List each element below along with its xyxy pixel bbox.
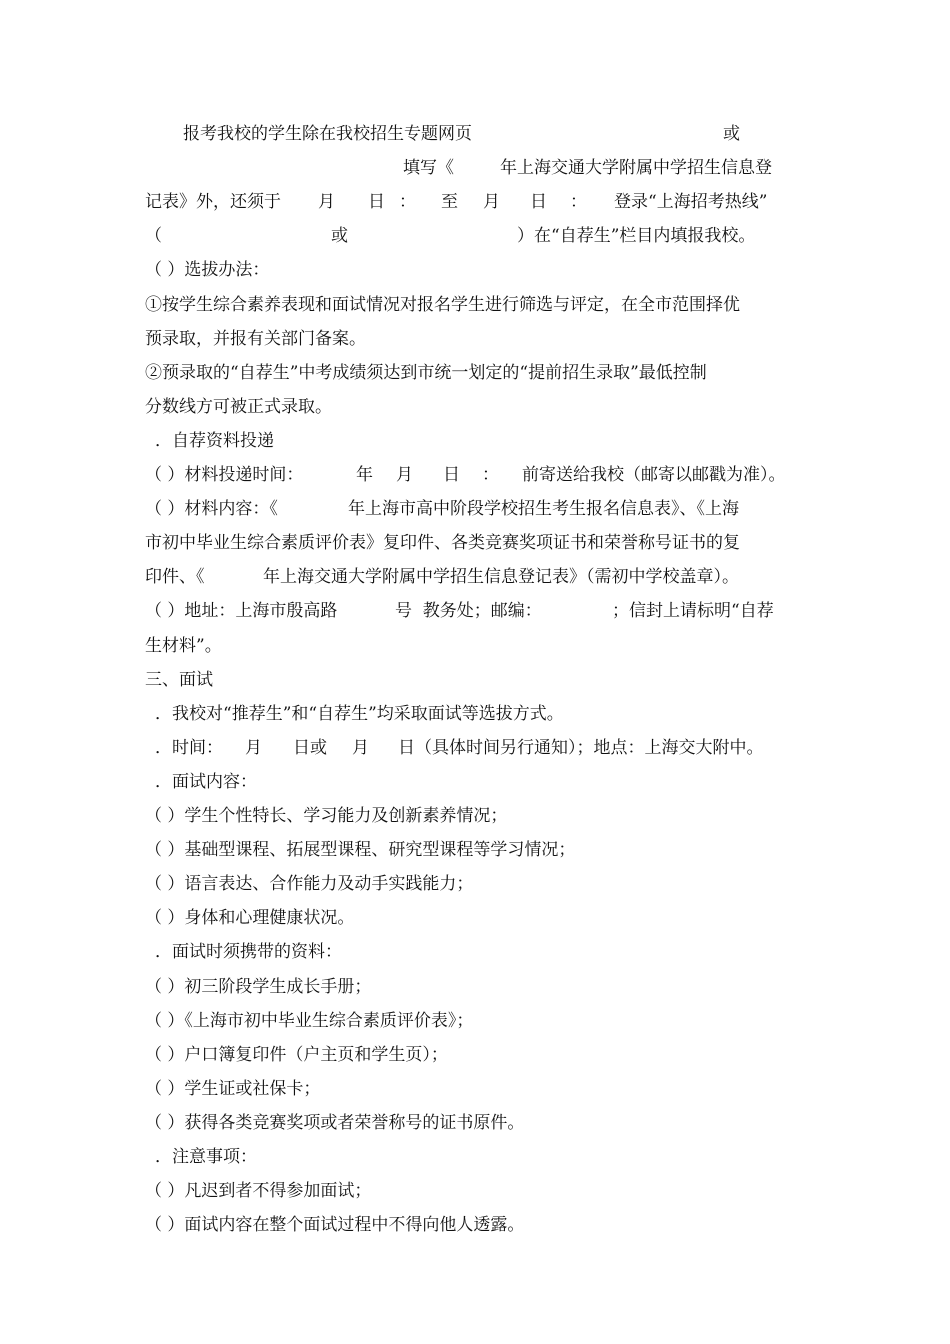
text-segment: （ bbox=[145, 226, 162, 247]
text-line bbox=[0, 356, 950, 390]
text-segment: 年 bbox=[356, 465, 373, 485]
text-segment: ．我校对“推荐生”和“自荐生”均采取面试等选拔方式。 bbox=[155, 703, 564, 724]
text-segment: （ ）基础型课程、拓展型课程、研究型课程等学习情况； bbox=[145, 840, 576, 861]
text-line bbox=[0, 1208, 950, 1242]
text-segment: （ ）地址：上海市殷高路 bbox=[145, 601, 338, 622]
text-line bbox=[0, 867, 950, 901]
text-line bbox=[0, 492, 950, 526]
text-segment: （ ）凡迟到者不得参加面试； bbox=[145, 1181, 372, 1202]
text-line bbox=[0, 765, 950, 799]
text-segment: （ ）初三阶段学生成长手册； bbox=[145, 976, 372, 997]
text-segment: 日 bbox=[443, 465, 460, 485]
text-segment: 月 bbox=[245, 737, 262, 758]
text-line bbox=[0, 697, 950, 731]
text-line bbox=[0, 526, 950, 560]
text-line bbox=[0, 594, 950, 628]
text-segment: （ ）材料内容：《 bbox=[145, 499, 278, 520]
text-segment: 生材料”。 bbox=[145, 635, 222, 656]
text-segment: （ ）身体和心理健康状况。 bbox=[145, 908, 355, 929]
text-line bbox=[0, 185, 950, 219]
text-segment: 填写《 bbox=[403, 158, 454, 179]
text-line bbox=[0, 799, 950, 833]
text-segment: 前寄送给我校（邮寄以邮戳为准）。 bbox=[522, 465, 786, 485]
text-segment: ．时间： bbox=[155, 737, 223, 758]
text-segment: 分数线方可被正式录取。 bbox=[145, 396, 332, 417]
text-segment: ①按学生综合素养表现和面试情况对报名学生进行筛选与评定，在全市范围择优 bbox=[145, 294, 740, 315]
text-segment: （ ）获得各类竞赛奖项或者荣誉称号的证书原件。 bbox=[145, 1112, 525, 1133]
text-segment: 印件、《 bbox=[145, 567, 205, 588]
text-line bbox=[0, 901, 950, 935]
text-segment: 或 bbox=[723, 124, 740, 144]
text-segment: （ ）面试内容在整个面试过程中不得向他人透露。 bbox=[145, 1215, 525, 1236]
text-segment: （ ）材料投递时间： bbox=[145, 465, 304, 485]
text-segment: 年上海市高中阶段学校招生考生报名信息表》、《上海 bbox=[348, 499, 739, 520]
text-segment: （ ）语言表达、合作能力及动手实践能力； bbox=[145, 874, 474, 895]
text-line bbox=[0, 833, 950, 867]
text-segment: 月 bbox=[483, 192, 500, 213]
text-line bbox=[0, 151, 950, 185]
text-segment: 报考我校的学生除在我校招生专题网页 bbox=[183, 124, 472, 144]
text-segment: ．自荐资料投递 bbox=[155, 430, 274, 451]
text-line bbox=[0, 390, 950, 424]
text-segment: 至 bbox=[441, 192, 458, 213]
text-segment: 月 bbox=[318, 192, 335, 213]
text-line bbox=[0, 117, 950, 151]
text-segment: 日 bbox=[368, 192, 385, 213]
text-line bbox=[0, 458, 950, 492]
text-line bbox=[0, 935, 950, 969]
text-line bbox=[0, 219, 950, 253]
text-segment: ．面试时须携带的资料： bbox=[155, 942, 342, 963]
text-segment: 号 教务处；邮编： bbox=[395, 601, 542, 622]
text-line bbox=[0, 424, 950, 458]
text-line bbox=[0, 731, 950, 765]
text-segment: 年上海交通大学附属中学招生信息登 bbox=[500, 158, 772, 179]
text-segment: ： bbox=[570, 192, 587, 213]
text-segment: ．注意事项： bbox=[155, 1147, 257, 1167]
text-segment: 或 bbox=[331, 226, 348, 247]
text-segment: 日 bbox=[530, 192, 547, 213]
text-line bbox=[0, 322, 950, 356]
text-segment: 市初中毕业生综合素质评价表》复印件、各类竞赛奖项证书和荣誉称号证书的复 bbox=[145, 533, 740, 554]
text-line bbox=[0, 1038, 950, 1072]
text-segment: （ ）户口簿复印件（户主页和学生页）； bbox=[145, 1044, 448, 1065]
text-segment: 日或 bbox=[293, 737, 327, 758]
text-segment: 登录“上海招考热线” bbox=[614, 192, 768, 213]
text-line bbox=[0, 253, 950, 287]
text-segment: 三、面试 bbox=[145, 669, 213, 690]
text-line bbox=[0, 970, 950, 1004]
text-line bbox=[0, 629, 950, 663]
text-segment: 日（具体时间另行通知）；地点：上海交大附中。 bbox=[398, 737, 764, 758]
text-segment: ②预录取的“自荐生”中考成绩须达到市统一划定的“提前招生录取”最低控制 bbox=[145, 362, 707, 383]
text-segment: ；信封上请标明“自荐 bbox=[612, 601, 774, 622]
text-segment: ．面试内容： bbox=[155, 771, 257, 792]
text-segment: ： bbox=[482, 465, 499, 485]
text-line bbox=[0, 1174, 950, 1208]
text-segment: 月 bbox=[352, 737, 369, 758]
text-line bbox=[0, 288, 950, 322]
text-segment: 记表》外，还须于 bbox=[145, 192, 281, 213]
text-line bbox=[0, 1004, 950, 1038]
text-line bbox=[0, 663, 950, 697]
text-segment: 年上海交通大学附属中学招生信息登记表》（需初中学校盖章）。 bbox=[263, 567, 739, 588]
text-segment: 预录取，并报有关部门备案。 bbox=[145, 328, 366, 349]
text-line bbox=[0, 560, 950, 594]
text-line bbox=[0, 1072, 950, 1106]
text-line bbox=[0, 1106, 950, 1140]
text-segment: ： bbox=[399, 192, 416, 213]
text-segment: （ ）选拔办法： bbox=[145, 260, 270, 281]
text-segment: 月 bbox=[396, 465, 413, 485]
text-line bbox=[0, 1140, 950, 1174]
text-segment: ）在“自荐生”栏目内填报我校。 bbox=[517, 226, 756, 247]
text-segment: （ ）学生证或社保卡； bbox=[145, 1078, 321, 1099]
text-segment: （ ）《上海市初中毕业生综合素质评价表》； bbox=[145, 1010, 474, 1031]
text-segment: （ ）学生个性特长、学习能力及创新素养情况； bbox=[145, 806, 508, 826]
